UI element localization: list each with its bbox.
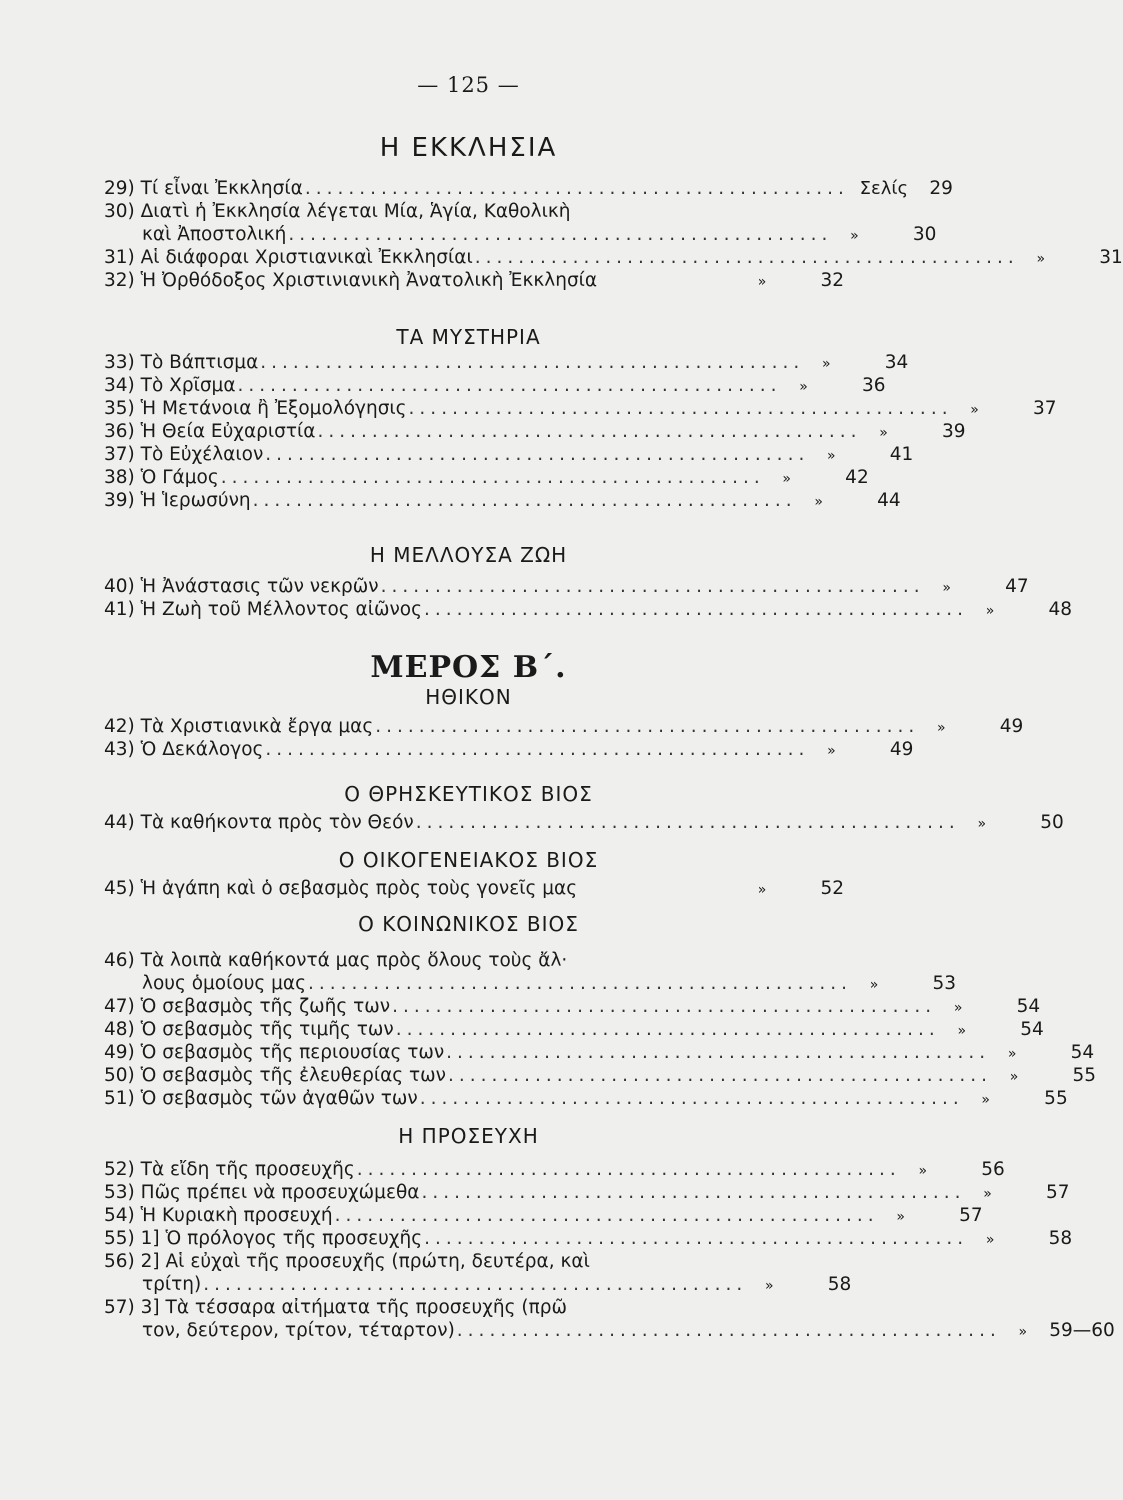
section-title-mellousa: Η ΜΕΛΛΟΥΣΑ ΖΩΗ (369, 543, 568, 567)
toc-entry: 39) Ἡ Ἱερωσύνη .................................................. » 44 (104, 490, 901, 511)
toc-entry: 53) Πῶς πρέπει νὰ προσευχώμεθα .................................................. » 57 (104, 1182, 1070, 1203)
toc-entry: 48) Ὁ σεβασμὸς τῆς τιμῆς των .................................................. » 54 (104, 1019, 1044, 1040)
section-title-proseuchi: Η ΠΡΟΣΕΥΧΗ (398, 1124, 539, 1148)
toc-entry: 40) Ἡ Ἀνάστασις τῶν νεκρῶν .................................................. » 47 (104, 576, 1029, 597)
toc-entry: 37) Τὸ Εὐχέλαιον .................................................. » 41 (104, 444, 914, 465)
toc-entry: 44) Τὰ καθήκοντα πρὸς τὸν Θεόν .................................................. » 50 (104, 812, 1064, 833)
page-number: — 125 — (417, 73, 520, 97)
toc-entry: 54) Ἡ Κυριακὴ προσευχή .................................................. » 57 (104, 1205, 983, 1226)
toc-entry: 29) Τί εἶναι Ἐκκλησία .................................................. Σελίς 29 (104, 178, 953, 199)
toc-entry: 50) Ὁ σεβασμὸς τῆς ἐλευθερίας των .................................................. » 55 (104, 1065, 1097, 1086)
toc-entry: 51) Ὁ σεβασμὸς τῶν ἀγαθῶν των .................................................. » 55 (104, 1088, 1068, 1109)
toc-entry: 36) Ἡ Θεία Εὐχαριστία .................................................. » 39 (104, 421, 966, 442)
toc-entry: 31) Αἱ διάφοραι Χριστιανικαὶ Ἐκκλησίαι .................................................. » 31 (104, 247, 1123, 268)
toc-entry: 41) Ἡ Ζωὴ τοῦ Μέλλοντος αἰῶνος .................................................. » 48 (104, 599, 1072, 620)
section-title-koinonikos: Ο ΚΟΙΝΩΝΙΚΟΣ ΒΙΟΣ (358, 912, 579, 936)
part-title: ΜΕΡΟΣ Β΄. (370, 650, 567, 685)
section-title-thriskeftikos: Ο ΘΡΗΣΚΕΥΤΙΚΟΣ ΒΙΟΣ (344, 782, 593, 806)
toc-entry: 52) Τὰ εἴδη τῆς προσευχῆς .................................................. » 56 (104, 1159, 1005, 1180)
toc-entry: 49) Ὁ σεβασμὸς τῆς περιουσίας των .................................................. » 54 (104, 1042, 1095, 1063)
toc-entry: 45) Ἡ ἀγάπη καὶ ὁ σεβασμὸς πρὸς τοὺς γονεῖς μας » 52 (104, 878, 844, 899)
toc-entry: 32) Ἡ Ὀρθόδοξος Χριστινιανικὴ Ἀνατολικὴ Ἐκκλησία » 32 (104, 270, 844, 291)
part-subtitle: ΗΘΙΚΟΝ (425, 685, 512, 709)
toc-entry: 55) 1] Ὁ πρόλογος τῆς προσευχῆς .................................................. » 58 (104, 1228, 1073, 1249)
toc-entry: 57) 3] Τὰ τέσσαρα αἰτήματα τῆς προσευχῆς (πρῶ τον, δεύτερον, τρίτον, τέταρτον) .................................................. » 59—60 (104, 1297, 1115, 1341)
toc-entry: 47) Ὁ σεβασμὸς τῆς ζωῆς των .................................................. » 54 (104, 996, 1041, 1017)
section-title-mystiria: ΤΑ ΜΥΣΤΗΡΙΑ (396, 325, 541, 349)
section-title-oikogeneiakos: Ο ΟΙΚΟΓΕΝΕΙΑΚΟΣ ΒΙΟΣ (338, 848, 599, 872)
toc-entry: 38) Ὁ Γάμος .................................................. » 42 (104, 467, 869, 488)
toc-entry: 42) Τὰ Χριστιανικὰ ἔργα μας .................................................. » 49 (104, 716, 1024, 737)
toc-entry: 30) Διατὶ ἡ Ἐκκλησία λέγεται Μία, Ἁγία, Καθολικὴ καὶ Ἀποστολική .................................................. » 30 (104, 201, 937, 245)
section-title-ekklisia: Η ΕΚΚΛΗΣΙΑ (379, 133, 558, 163)
toc-entry: 46) Τὰ λοιπὰ καθήκοντά μας πρὸς ὅλους τοὺς ἄλ· λους ὁμοίους μας .................................................. » 53 (104, 950, 956, 994)
toc-entry: 33) Τὸ Βάπτισμα .................................................. » 34 (104, 352, 909, 373)
toc-entry: 56) 2] Αἱ εὐχαὶ τῆς προσευχῆς (πρώτη, δευτέρα, καὶ τρίτη) .................................................. » 58 (104, 1251, 852, 1295)
toc-entry: 34) Τὸ Χρῖσμα .................................................. » 36 (104, 375, 886, 396)
toc-entry: 43) Ὁ Δεκάλογος .................................................. » 49 (104, 739, 914, 760)
toc-entry: 35) Ἡ Μετάνοια ἢ Ἐξομολόγησις .................................................. » 37 (104, 398, 1057, 419)
